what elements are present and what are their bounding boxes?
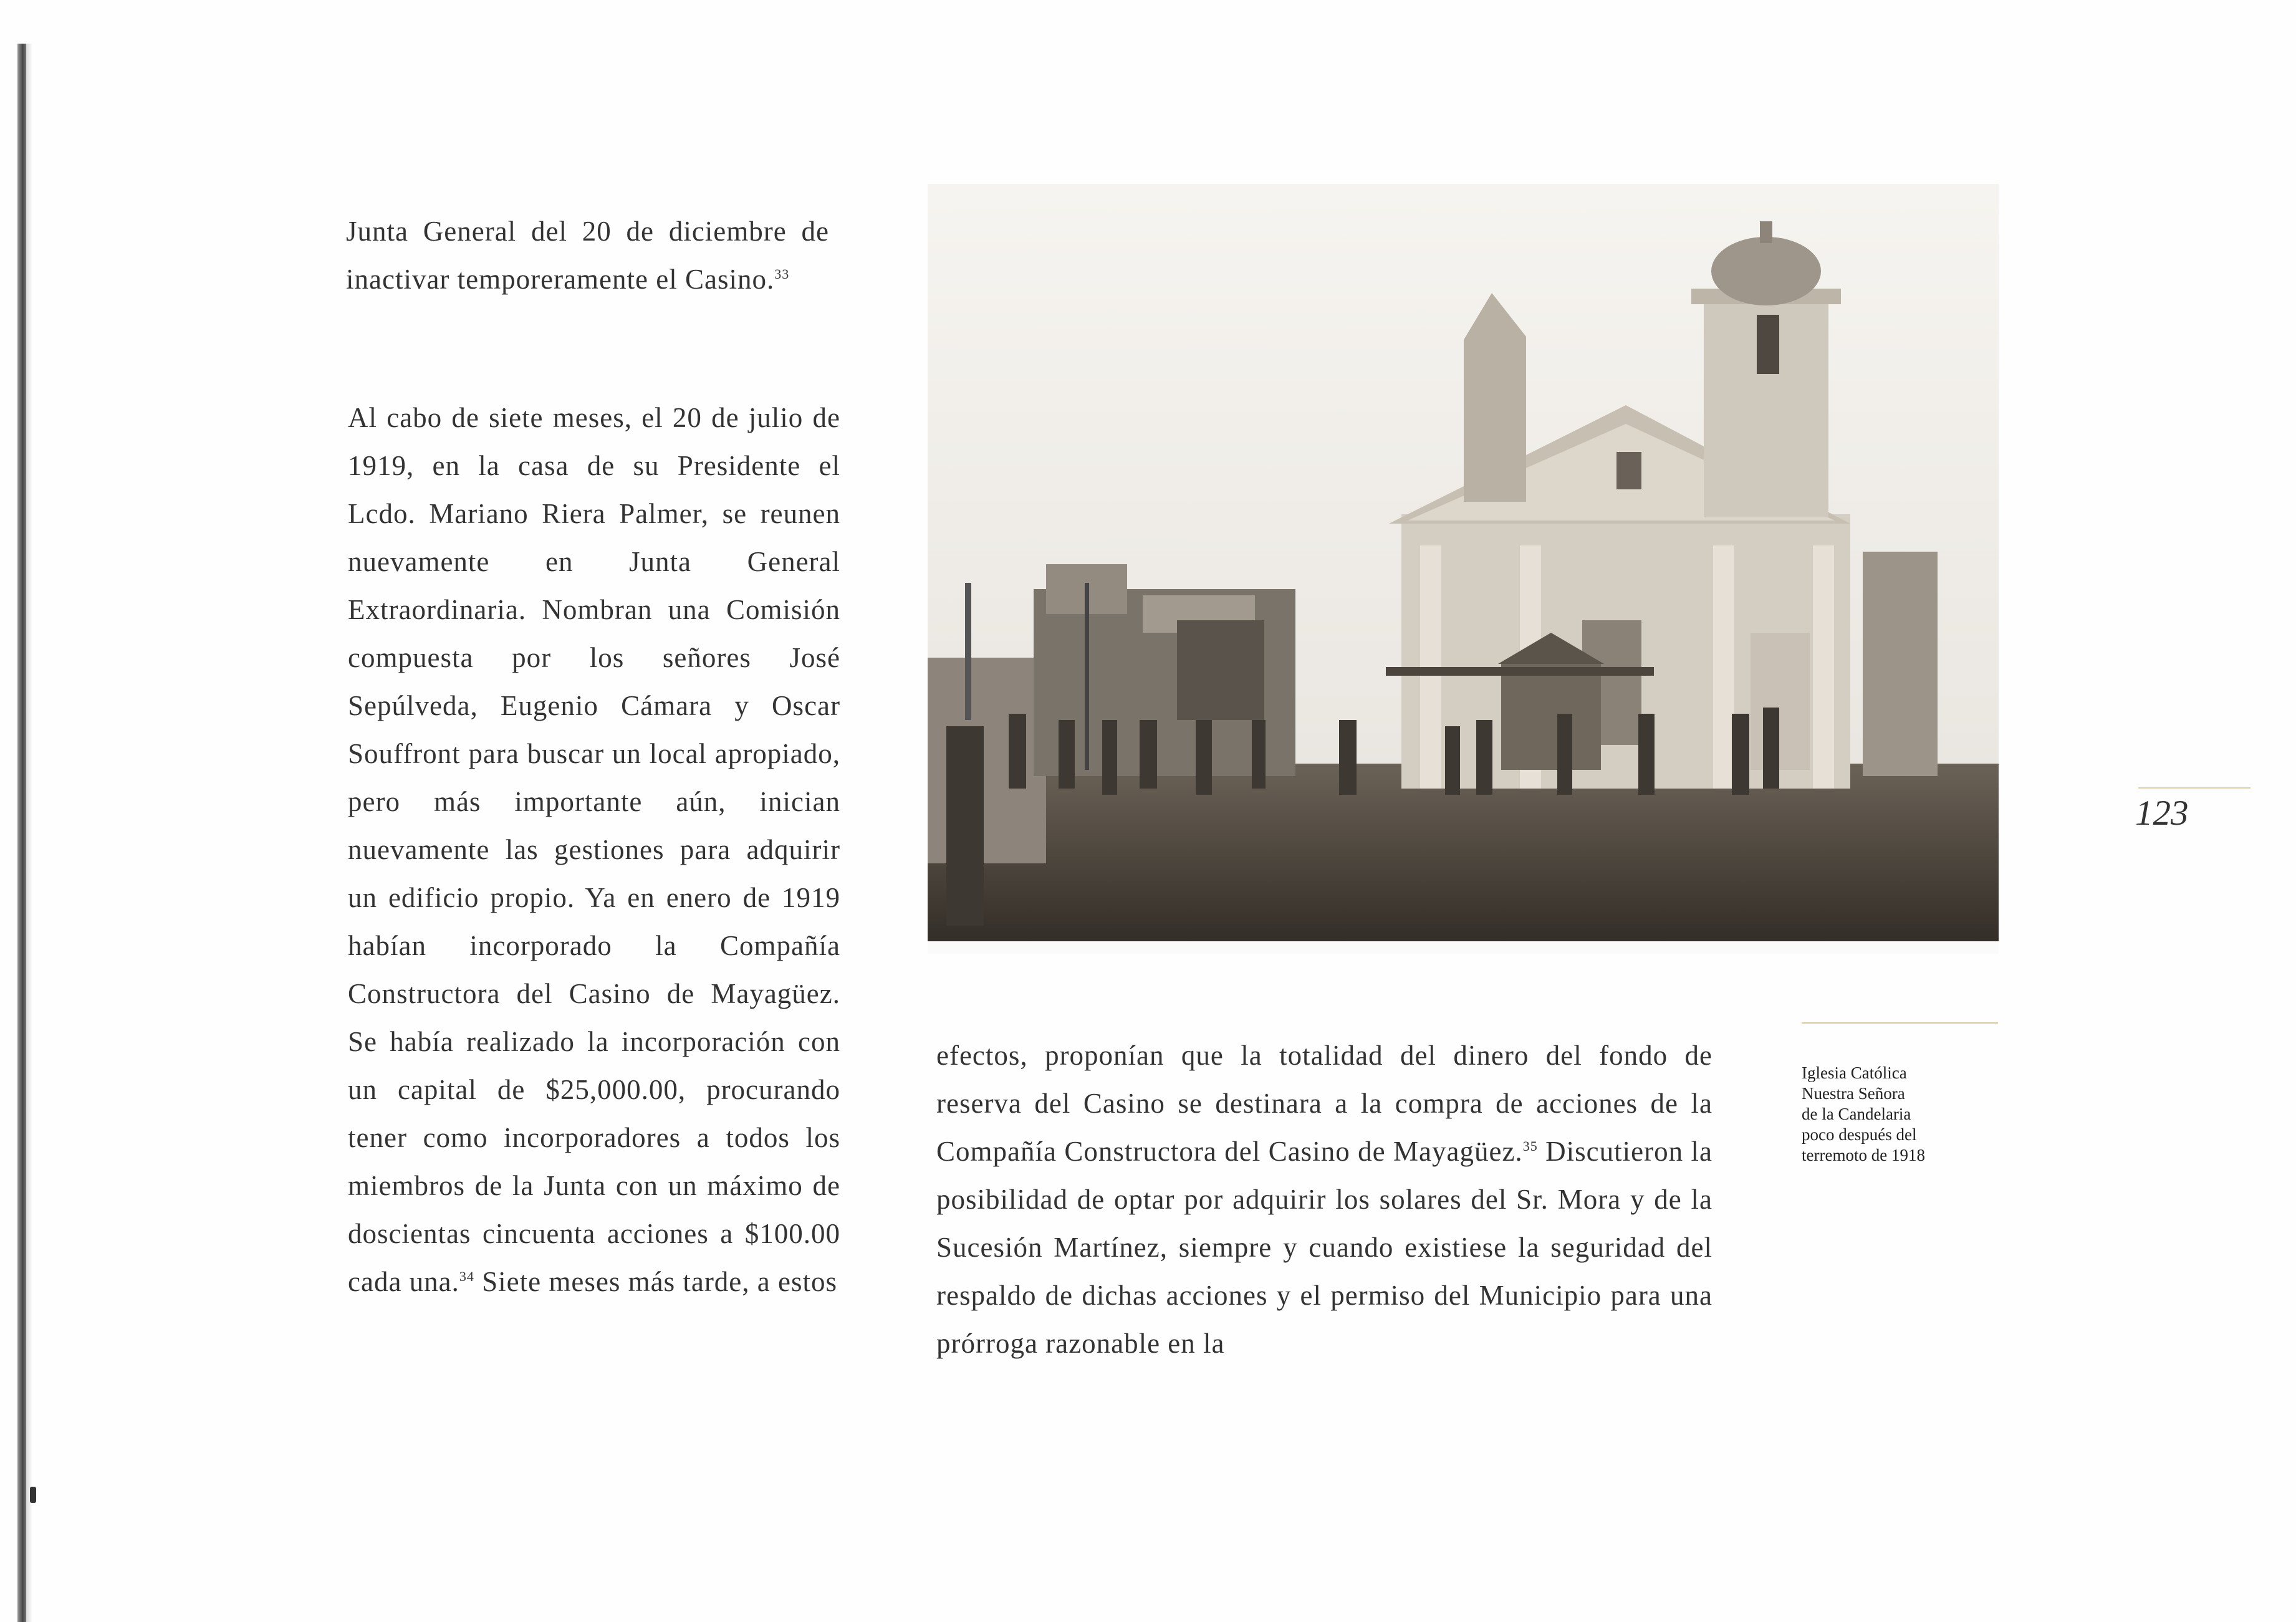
paragraph-1-text: Junta General del 20 de diciembre de inactivar temporeramente el Casino. bbox=[346, 216, 829, 295]
binding-notch bbox=[30, 1487, 36, 1503]
caption-line-4: poco después del bbox=[1802, 1125, 1917, 1144]
paragraph-1 bbox=[346, 208, 829, 304]
footnote-ref-35: 35 bbox=[1522, 1138, 1538, 1154]
caption-line-1: Iglesia Católica bbox=[1802, 1063, 1907, 1082]
paragraph-3-text-continued: Discutieron la posibilidad de optar por adquirir los solares del Sr. Mora y de la Sucesión Martínez, siempre y cuando existiese la seguridad del respaldo de dichas acciones y el permiso del Municipio para una prórroga razonable en la bbox=[936, 1136, 1712, 1359]
paragraph-3-text: efectos, proponían que la totalidad del dinero del fondo de reserva del Casino se destinara a la compra de acciones de la Compañía Constructora del Casino de Mayagüez. bbox=[936, 1040, 1712, 1167]
paragraph-3 bbox=[936, 1032, 1712, 1368]
footnote-ref-33: 33 bbox=[774, 266, 790, 282]
paragraph-2-text: Al cabo de siete meses, el 20 de julio de 1919, en la casa de su Presidente el Lcdo. Mariano Riera Palmer, se reunen nuevamente en Junta General Extraordinaria. Nombran una Comisión compuesta por los señores José Sepúlveda, Eugenio Cámara y Oscar Souffront para buscar un local apropiado, pero más importante aún, inician nuevamente las gestiones para adquirir un edificio propio. Ya en enero de 1919 habían incorporado la Compañía Constructora del Casino de Mayagüez. Se había realizado la incorporación con un capital de $25,000.00, procurando tener como incorporadores a todos los miembros de la Junta con un máximo de doscientas cincuenta acciones a $100.00 cada una. bbox=[348, 402, 840, 1297]
caption-line-2: Nuestra Señora bbox=[1802, 1084, 1905, 1103]
paragraph-2 bbox=[348, 394, 840, 1306]
caption-line-5: terremoto de 1918 bbox=[1802, 1146, 1925, 1164]
caption-rule bbox=[1802, 1022, 1998, 1024]
caption-line-3: de la Candelaria bbox=[1802, 1105, 1911, 1123]
book-binding-edge bbox=[17, 44, 26, 1622]
church-photo bbox=[928, 184, 1999, 954]
paragraph-2-text-continued: Siete meses más tarde, a estos bbox=[474, 1266, 838, 1297]
page-number: 123 bbox=[2135, 794, 2189, 833]
binding-shadow bbox=[26, 44, 32, 1622]
photo-caption bbox=[1802, 1063, 2001, 1166]
page-number-rule bbox=[2138, 787, 2250, 789]
footnote-ref-34: 34 bbox=[459, 1269, 474, 1284]
